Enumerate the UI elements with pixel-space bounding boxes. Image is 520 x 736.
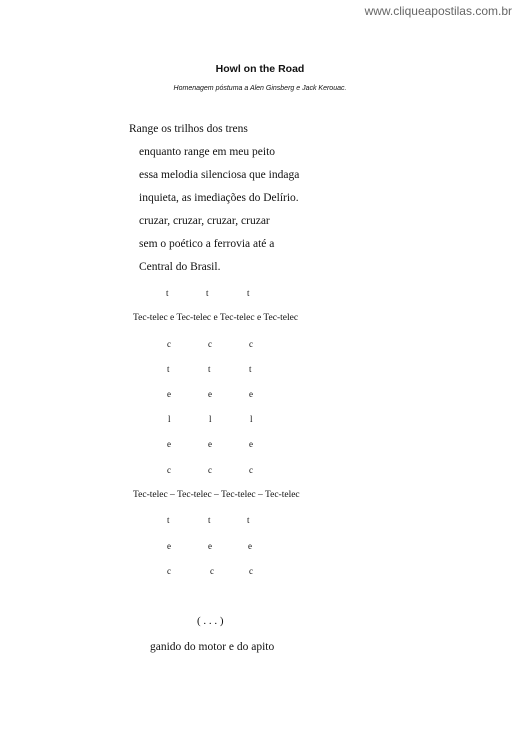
letter-column-2: l (209, 414, 212, 424)
letter-column-2: e (208, 439, 212, 449)
poem-line: inquieta, as imediações do Delírio. (139, 192, 299, 204)
tec-telec-line: Tec-telec – Tec-telec – Tec-telec – Tec-telec (133, 490, 300, 500)
ellipsis: ( . . . ) (197, 615, 224, 627)
letter-column-3: e (249, 439, 253, 449)
site-watermark: www.cliqueapostilas.com.br (364, 4, 512, 18)
letter-column-1: e (167, 389, 171, 399)
letter-column-3: e (249, 389, 253, 399)
poem-line: Central do Brasil. (139, 261, 221, 273)
letter-column-2: t (206, 288, 209, 298)
letter-column-1: t (166, 288, 169, 298)
letter-column-3: c (249, 566, 253, 576)
letter-column-1: c (167, 566, 171, 576)
poem-line: Range os trilhos dos trens (129, 123, 248, 135)
poem-closing-line: ganido do motor e do apito (150, 641, 275, 653)
letter-column-2: c (208, 465, 212, 475)
letter-column-1: c (167, 465, 171, 475)
letter-column-2: c (208, 339, 212, 349)
poem-line: cruzar, cruzar, cruzar, cruzar (139, 215, 270, 227)
letter-column-1: t (167, 515, 170, 525)
letter-column-3: c (249, 465, 253, 475)
letter-column-2: t (208, 515, 211, 525)
letter-column-3: c (249, 339, 253, 349)
poem-title: Howl on the Road (215, 63, 305, 75)
letter-column-3: t (247, 515, 250, 525)
letter-column-2: e (208, 541, 212, 551)
letter-column-3: e (248, 541, 252, 551)
letter-column-2: e (208, 389, 212, 399)
letter-column-2: t (208, 364, 211, 374)
poem-dedication: Homenagem póstuma a Alen Ginsberg e Jack Kerouac. (173, 85, 347, 92)
poem-line: enquanto range em meu peito (139, 146, 276, 158)
letter-column-3: t (249, 364, 252, 374)
poem-line: essa melodia silenciosa que indaga (139, 169, 300, 181)
letter-column-2: c (210, 566, 214, 576)
letter-column-1: l (168, 414, 171, 424)
poem-line: sem o poético a ferrovia até a (139, 238, 275, 250)
letter-column-1: t (167, 364, 170, 374)
letter-column-1: e (167, 439, 171, 449)
letter-column-1: c (167, 339, 171, 349)
letter-column-3: t (247, 288, 250, 298)
tec-telec-line: Tec-telec e Tec-telec e Tec-telec e Tec-telec (133, 313, 299, 323)
letter-column-1: e (167, 541, 171, 551)
letter-column-3: l (250, 414, 253, 424)
